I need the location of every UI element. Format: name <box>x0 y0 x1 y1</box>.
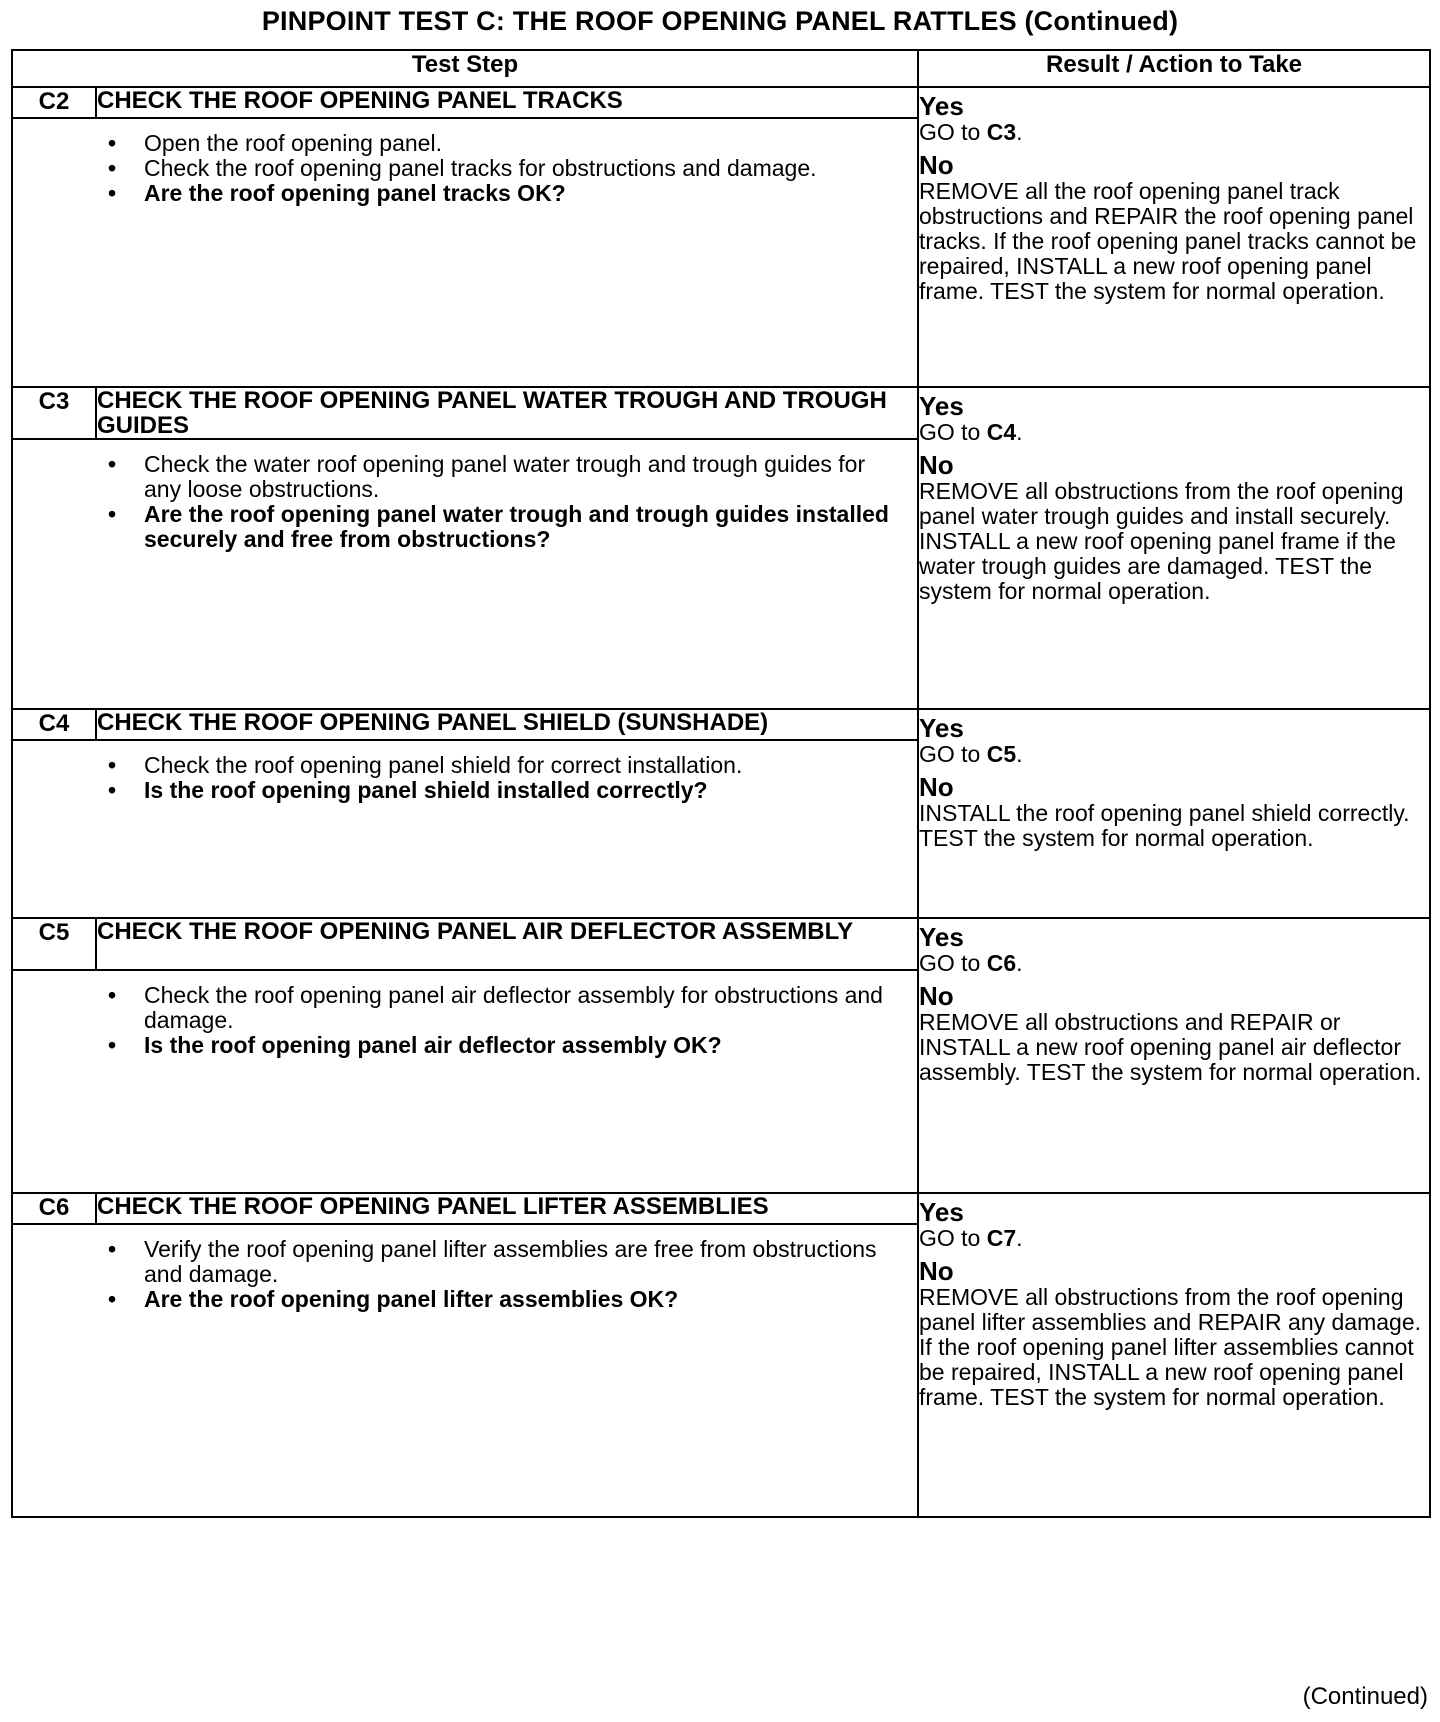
step-body <box>96 1224 918 1517</box>
step-title: CHECK THE ROOF OPENING PANEL TRACKS <box>96 87 918 118</box>
no-action: REMOVE all obstructions from the roof opening panel lifter assemblies and REPAIR any damage. If the roof opening panel lifter assemblies cannot be repaired, INSTALL a new roof opening panel frame. TEST the system for normal operation. <box>919 1284 1422 1410</box>
no-label: No <box>919 1256 954 1286</box>
yes-action <box>919 1226 1429 1251</box>
continued-footer: (Continued) <box>1302 1683 1428 1710</box>
step-code-spacer <box>12 1224 96 1517</box>
step-instruction: • Check the roof opening panel tracks for obstructions and damage. <box>106 156 907 181</box>
no-action: INSTALL the roof opening panel shield correctly. TEST the system for normal operation. <box>919 800 1410 851</box>
header-result: Result / Action to Take <box>918 50 1430 87</box>
table-row <box>12 87 1430 118</box>
step-code-spacer <box>12 970 96 1193</box>
go-to-suffix: . <box>1016 741 1023 767</box>
step-items <box>96 119 917 206</box>
result-cell <box>918 87 1430 387</box>
step-instruction: • Check the roof opening panel air deflector assembly for obstructions and damage. <box>106 983 907 1033</box>
table-row <box>12 918 1430 970</box>
yes-label: Yes <box>919 922 964 952</box>
table-row <box>12 709 1430 740</box>
yes-action <box>919 420 1429 445</box>
go-to-text: GO to <box>919 1225 987 1251</box>
step-body <box>96 118 918 387</box>
table-row <box>12 387 1430 439</box>
result-cell <box>918 918 1430 1193</box>
step-code-spacer <box>12 439 96 709</box>
step-items <box>96 971 917 1058</box>
go-to-suffix: . <box>1016 419 1023 445</box>
go-to-text: GO to <box>919 950 987 976</box>
no-label: No <box>919 450 954 480</box>
go-to-text: GO to <box>919 419 987 445</box>
step-items <box>96 1225 917 1312</box>
yes-label: Yes <box>919 1197 964 1227</box>
header-test-step: Test Step <box>12 50 918 87</box>
go-to-text: GO to <box>919 119 987 145</box>
go-to-suffix: . <box>1016 119 1023 145</box>
yes-label: Yes <box>919 91 964 121</box>
step-question: • Is the roof opening panel air deflector assembly OK? <box>106 1033 907 1058</box>
pinpoint-test-table <box>11 49 1431 1518</box>
step-items <box>96 440 917 552</box>
no-label: No <box>919 772 954 802</box>
yes-label: Yes <box>919 713 964 743</box>
yes-action <box>919 951 1429 976</box>
step-body <box>96 970 918 1193</box>
step-code: C6 <box>12 1193 96 1224</box>
page-title: PINPOINT TEST C: THE ROOF OPENING PANEL RATTLES (Continued) <box>261 6 1179 36</box>
no-label: No <box>919 981 954 1011</box>
table-row <box>12 1193 1430 1224</box>
step-body <box>96 439 918 709</box>
step-instruction: • Check the roof opening panel shield for correct installation. <box>106 753 907 778</box>
result-cell <box>918 387 1430 709</box>
step-question: • Are the roof opening panel tracks OK? <box>106 181 907 206</box>
yes-label: Yes <box>919 391 964 421</box>
step-question: • Is the roof opening panel shield installed correctly? <box>106 778 907 803</box>
step-title: CHECK THE ROOF OPENING PANEL AIR DEFLECTOR ASSEMBLY <box>96 918 918 970</box>
table-body <box>12 87 1430 1517</box>
go-to-target: C5 <box>986 741 1017 767</box>
step-title: CHECK THE ROOF OPENING PANEL LIFTER ASSEMBLIES <box>96 1193 918 1224</box>
step-title: CHECK THE ROOF OPENING PANEL WATER TROUGH AND TROUGH GUIDES <box>96 387 918 439</box>
no-label: No <box>919 150 954 180</box>
yes-action <box>919 742 1429 767</box>
result-cell <box>918 709 1430 918</box>
go-to-suffix: . <box>1016 950 1023 976</box>
step-code: C5 <box>12 918 96 970</box>
step-instruction: • Check the water roof opening panel water trough and trough guides for any loose obstructions. <box>106 452 907 502</box>
go-to-suffix: . <box>1016 1225 1023 1251</box>
step-code: C4 <box>12 709 96 740</box>
result-cell <box>918 1193 1430 1517</box>
step-code: C2 <box>12 87 96 118</box>
step-items <box>96 741 917 803</box>
step-title: CHECK THE ROOF OPENING PANEL SHIELD (SUNSHADE) <box>96 709 918 740</box>
yes-action <box>919 120 1429 145</box>
go-to-text: GO to <box>919 741 987 767</box>
step-instruction: • Open the roof opening panel. <box>106 131 907 156</box>
step-question: • Are the roof opening panel lifter assemblies OK? <box>106 1287 907 1312</box>
no-action: REMOVE all the roof opening panel track obstructions and REPAIR the roof opening panel tracks. If the roof opening panel tracks cannot be repaired, INSTALL a new roof opening panel frame. TEST the system for normal operation. <box>919 178 1417 304</box>
no-action: REMOVE all obstructions from the roof opening panel water trough guides and install securely. INSTALL a new roof opening panel frame if the water trough guides are damaged. TEST the system for normal operation. <box>919 478 1404 604</box>
step-code-spacer <box>12 118 96 387</box>
go-to-target: C4 <box>986 419 1017 445</box>
step-code-spacer <box>12 740 96 918</box>
step-code: C3 <box>12 387 96 439</box>
go-to-target: C7 <box>986 1225 1017 1251</box>
step-instruction: • Verify the roof opening panel lifter assemblies are free from obstructions and damage. <box>106 1237 907 1287</box>
step-question: • Are the roof opening panel water trough and trough guides installed securely and free from obstructions? <box>106 502 907 552</box>
no-action: REMOVE all obstructions and REPAIR or INSTALL a new roof opening panel air deflector assembly. TEST the system for normal operation. <box>919 1009 1422 1085</box>
step-body <box>96 740 918 918</box>
go-to-target: C6 <box>986 950 1017 976</box>
go-to-target: C3 <box>986 119 1017 145</box>
